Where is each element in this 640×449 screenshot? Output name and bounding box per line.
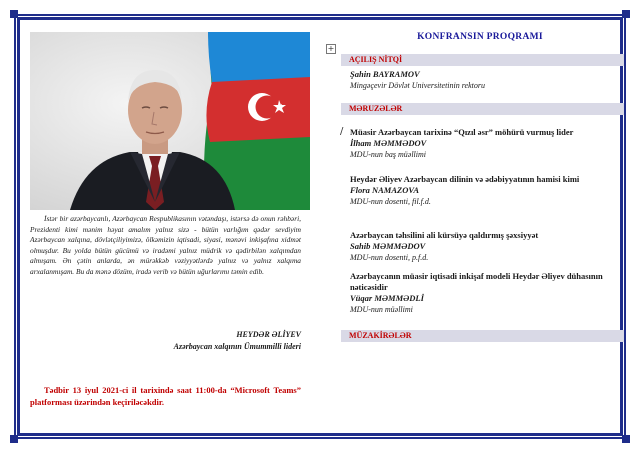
talk-title: Azərbaycanın müasir iqtisadi inkişaf modeli Heydər Əliyev dühasının nəticəsidir bbox=[350, 271, 603, 292]
talk-title: Müasir Azərbaycan tarixinə “Qızıl əsr” möhürü vurmuş lider bbox=[350, 127, 574, 137]
talk-title: Heydər Əliyev Azərbaycan dilinin və ədəbiyyatının hamisi kimi bbox=[350, 174, 580, 184]
talk-role: MDU-nun dosenti, fil.f.d. bbox=[350, 197, 431, 206]
border-corner bbox=[622, 10, 630, 18]
border-corner bbox=[10, 435, 18, 443]
border-corner bbox=[10, 10, 18, 18]
talk-speaker: İlham MƏMMƏDOV bbox=[350, 138, 427, 148]
leader-quote: İstər bir azərbaycanlı, Azərbaycan Respublikasının vətəndaşı, istərsə də onun rəhbəri, Prezidenti kimi mənim həyat amalım yalnız sizə - bütün varlığım qədər sevdiyim Azərbaycan xalqına, dövlətçiliyimizə, ölkəmizin iqtisadi, siyasi, mənəvi inkişafına xidmət olmuşdur. Bu yolda bütün gücümü və iradəmi yalnız müdrik və qədirbilən xalqımdan almışam. Ən çətin anlarda, ən mürəkkəb vəziyyətlərdə yalnız və yalnız xalqıma arxalanmışam. Bu da mənə dözüm, iradə verib və bütün uğurlarımı təmin edib. bbox=[30, 214, 301, 276]
talk-role: MDU-nun baş müəllimi bbox=[350, 150, 426, 159]
opening-heading: AÇILIŞ NİTQİ bbox=[341, 54, 624, 66]
talk-item bbox=[350, 230, 622, 263]
talk-item bbox=[350, 174, 622, 207]
portrait-photo bbox=[30, 32, 310, 210]
talks-heading: MƏRUZƏLƏR bbox=[341, 103, 624, 115]
opening-speaker: Şahin BAYRAMOV bbox=[350, 69, 420, 79]
talk-speaker: Flora NAMAZOVA bbox=[350, 185, 420, 195]
talk-speaker: Sahib MƏMMƏDOV bbox=[350, 241, 426, 251]
talk-speaker: Vüqar MƏMMƏDLİ bbox=[350, 293, 424, 303]
talk-role: MDU-nun dosenti, p.f.d. bbox=[350, 253, 429, 262]
talk-title: Azərbaycan təhsilini ali kürsüyə qaldırmış şəxsiyyət bbox=[350, 230, 539, 240]
signature-title: Azərbaycan xalqının Ümummilli lideri bbox=[173, 342, 301, 351]
talk-role: MDU-nun müəllimi bbox=[350, 305, 413, 314]
border-corner bbox=[622, 435, 630, 443]
talk-item bbox=[350, 271, 622, 315]
table-move-handle-icon[interactable]: + bbox=[327, 44, 335, 53]
signature-name: HEYDƏR ƏLİYEV bbox=[236, 330, 301, 339]
talk-item bbox=[350, 127, 622, 160]
program-title: KONFRANSIN PROQRAMI bbox=[417, 32, 543, 42]
discussion-heading: MÜZAKİRƏLƏR bbox=[341, 330, 624, 342]
text-cursor-icon: / bbox=[340, 126, 344, 137]
opening-role: Mingəçevir Dövlət Universitetinin rektoru bbox=[350, 81, 485, 90]
event-note: Tədbir 13 iyul 2021-ci il tarixində saat 11:00-da “Microsoft Teams” platforması üzərindən keçiriləcəkdir. bbox=[30, 385, 301, 407]
